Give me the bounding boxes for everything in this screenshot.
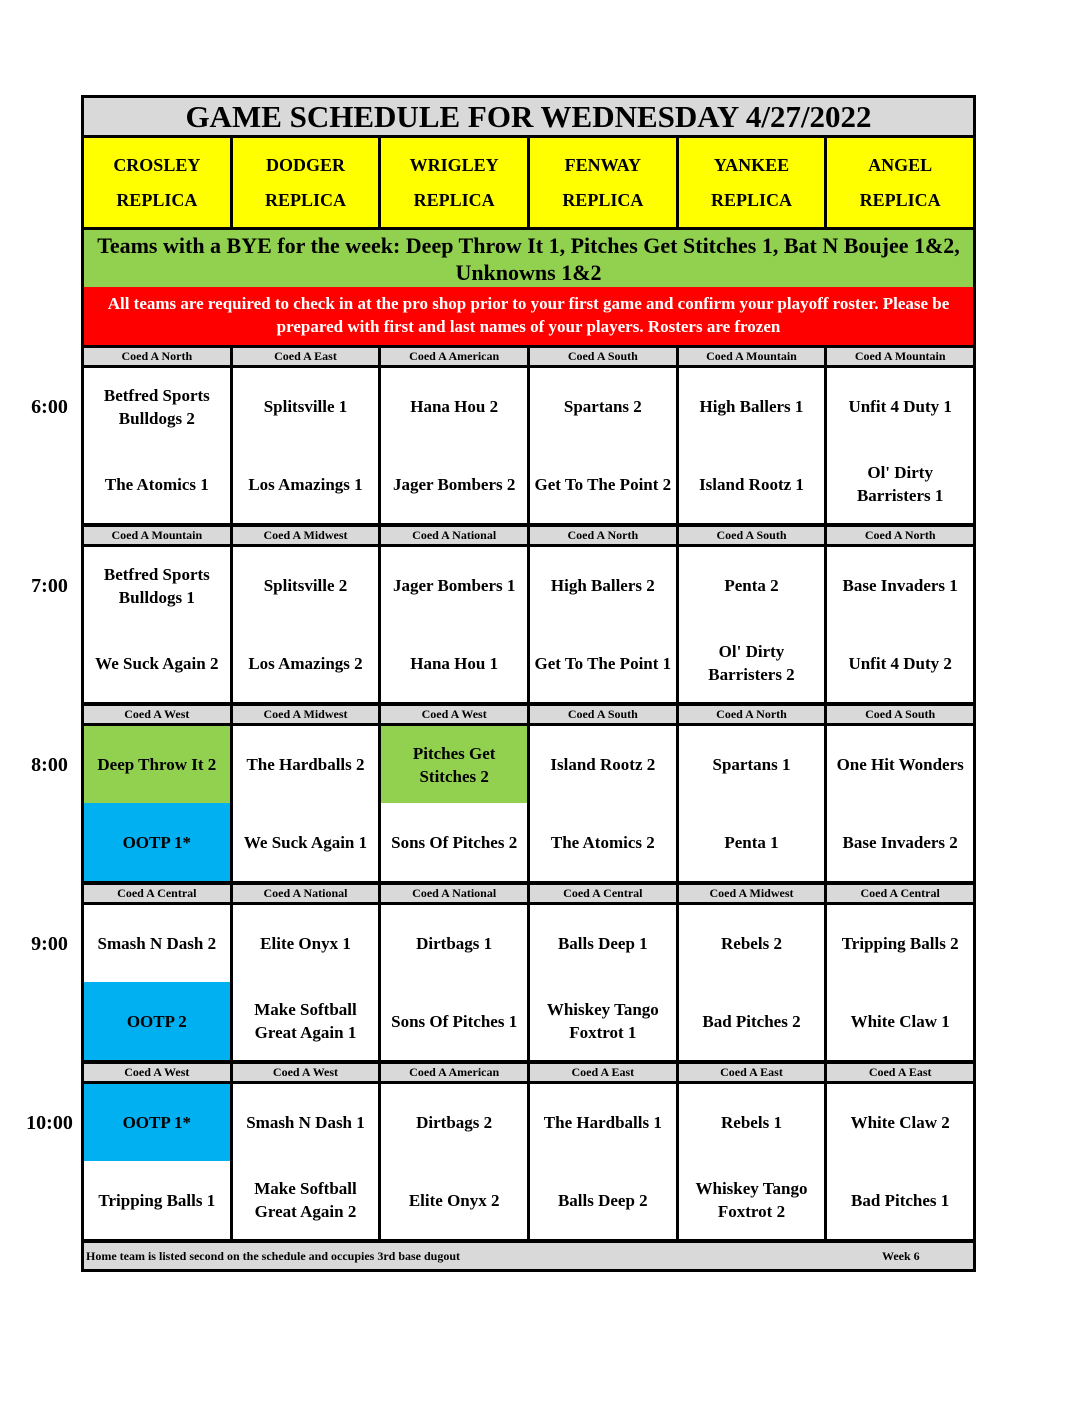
division-label: Coed A Mountain [84,527,230,544]
division-row [81,1061,976,1081]
away-team: The Hardballs 1 [530,1084,676,1161]
time-label: 8:00 [31,754,68,776]
away-team: Spartans 1 [679,726,825,803]
home-team: Los Amazings 2 [233,624,379,702]
games-grid [81,544,976,703]
away-team: Dirtbags 2 [381,1084,527,1161]
division-label: Coed A Midwest [233,527,379,544]
field-header [233,138,379,227]
field-name: DODGER [265,154,345,175]
home-team: Sons Of Pitches 2 [381,803,527,881]
away-team: Smash N Dash 1 [233,1084,379,1161]
page-title: GAME SCHEDULE FOR WEDNESDAY 4/27/2022 [81,95,976,138]
division-label: Coed A North [827,527,973,544]
week-label: Week 6 [882,1249,920,1263]
home-team: Make Softball Great Again 1 [233,982,379,1060]
time-label: 10:00 [26,1112,73,1134]
division-label: Coed A East [530,1064,676,1081]
division-label: Coed A Mountain [827,348,973,365]
field-header [381,138,527,227]
away-team: Rebels 2 [679,905,825,982]
home-team: Tripping Balls 1 [84,1161,230,1239]
away-team: Splitsville 1 [233,368,379,445]
field-name: CROSLEY [113,154,201,175]
away-team: The Hardballs 2 [233,726,379,803]
games-grid [81,365,976,524]
division-label: Coed A West [381,706,527,723]
home-team: Elite Onyx 2 [381,1161,527,1239]
away-team: Hana Hou 2 [381,368,527,445]
away-team: One Hit Wonders [827,726,973,803]
field-name: ANGEL [868,154,933,175]
field-header [679,138,825,227]
bye-banner: Teams with a BYE for the week: Deep Throw It 1, Pitches Get Stitches 1, Bat N Boujee 1&2, Unknowns 1&2 [81,230,976,287]
footer-note: Home team is listed second on the schedule and occupies 3rd base dugout [86,1249,461,1263]
division-label: Coed A West [84,1064,230,1081]
field-sub: REPLICA [116,189,198,210]
games-grid [81,902,976,1061]
field-sub: REPLICA [859,189,941,210]
division-label: Coed A Central [530,885,676,902]
home-team: Balls Deep 2 [530,1161,676,1239]
division-label: Coed A Midwest [233,706,379,723]
division-label: Coed A East [679,1064,825,1081]
home-team: Ol' Dirty Barristers 2 [679,624,825,702]
away-team: Elite Onyx 1 [233,905,379,982]
field-header-row [81,138,976,230]
home-team: Bad Pitches 1 [827,1161,973,1239]
division-row [81,703,976,723]
away-team: Deep Throw It 2 [84,726,230,803]
home-team: White Claw 1 [827,982,973,1060]
home-team: Base Invaders 2 [827,803,973,881]
division-row [81,882,976,902]
away-team: Pitches Get Stitches 2 [381,726,527,803]
field-name: WRIGLEY [409,154,499,175]
footer [81,1240,976,1272]
home-team: Whiskey Tango Foxtrot 1 [530,982,676,1060]
home-team: Jager Bombers 2 [381,445,527,523]
division-label: Coed A West [233,1064,379,1081]
time-slots [26,345,976,1240]
home-team: Ol' Dirty Barristers 1 [827,445,973,523]
field-sub: REPLICA [562,189,644,210]
home-team: We Suck Again 2 [84,624,230,702]
division-label: Coed A American [381,1064,527,1081]
division-label: Coed A Midwest [679,885,825,902]
time-slot [31,524,976,703]
division-label: Coed A South [827,706,973,723]
division-label: Coed A Mountain [679,348,825,365]
division-label: Coed A Central [827,885,973,902]
field-header [84,138,230,227]
division-label: Coed A American [381,348,527,365]
home-team: OOTP 2 [84,982,230,1060]
time-slot [31,345,976,524]
away-team: High Ballers 2 [530,547,676,624]
home-team: Sons Of Pitches 1 [381,982,527,1060]
home-team: Island Rootz 1 [679,445,825,523]
away-team: Jager Bombers 1 [381,547,527,624]
home-team: The Atomics 2 [530,803,676,881]
time-slot [31,703,976,882]
away-team: Island Rootz 2 [530,726,676,803]
division-label: Coed A National [381,885,527,902]
games-grid [81,723,976,882]
away-team: Penta 2 [679,547,825,624]
away-team: Betfred Sports Bulldogs 2 [84,368,230,445]
home-team: Los Amazings 1 [233,445,379,523]
home-team: Hana Hou 1 [381,624,527,702]
schedule-sheet [26,95,976,1272]
home-team: The Atomics 1 [84,445,230,523]
away-team: Dirtbags 1 [381,905,527,982]
division-label: Coed A South [679,527,825,544]
time-label: 7:00 [31,575,68,597]
field-name: FENWAY [564,154,641,175]
division-label: Coed A South [530,706,676,723]
time-slot [31,882,976,1061]
division-label: Coed A South [530,348,676,365]
away-team: Betfred Sports Bulldogs 1 [84,547,230,624]
home-team: Make Softball Great Again 2 [233,1161,379,1239]
home-team: Bad Pitches 2 [679,982,825,1060]
home-team: We Suck Again 1 [233,803,379,881]
home-team: Penta 1 [679,803,825,881]
notice-banner: All teams are required to check in at the pro shop prior to your first game and confirm your playoff roster. Please be prepared with first and last names of your players. Rosters are frozen [81,287,976,345]
division-row [81,524,976,544]
away-team: High Ballers 1 [679,368,825,445]
field-header [530,138,676,227]
division-label: Coed A National [381,527,527,544]
division-label: Coed A North [679,706,825,723]
home-team: Get To The Point 2 [530,445,676,523]
division-label: Coed A North [84,348,230,365]
field-sub: REPLICA [413,189,495,210]
away-team: Splitsville 2 [233,547,379,624]
home-team: Whiskey Tango Foxtrot 2 [679,1161,825,1239]
division-label: Coed A East [233,348,379,365]
games-grid [81,1081,976,1240]
time-label: 6:00 [31,396,68,418]
away-team: Unfit 4 Duty 1 [827,368,973,445]
field-name: YANKEE [713,154,790,175]
away-team: Spartans 2 [530,368,676,445]
division-label: Coed A West [84,706,230,723]
division-label: Coed A North [530,527,676,544]
field-sub: REPLICA [710,189,792,210]
away-team: Smash N Dash 2 [84,905,230,982]
time-slot [26,1061,976,1240]
field-sub: REPLICA [264,189,346,210]
division-label: Coed A Central [84,885,230,902]
away-team: Tripping Balls 2 [827,905,973,982]
home-team: OOTP 1* [84,803,230,881]
away-team: Balls Deep 1 [530,905,676,982]
time-label: 9:00 [31,933,68,955]
away-team: Rebels 1 [679,1084,825,1161]
away-team: White Claw 2 [827,1084,973,1161]
division-row [81,345,976,365]
field-header [827,138,973,227]
away-team: OOTP 1* [84,1084,230,1161]
home-team: Get To The Point 1 [530,624,676,702]
away-team: Base Invaders 1 [827,547,973,624]
division-label: Coed A East [827,1064,973,1081]
division-label: Coed A National [233,885,379,902]
home-team: Unfit 4 Duty 2 [827,624,973,702]
